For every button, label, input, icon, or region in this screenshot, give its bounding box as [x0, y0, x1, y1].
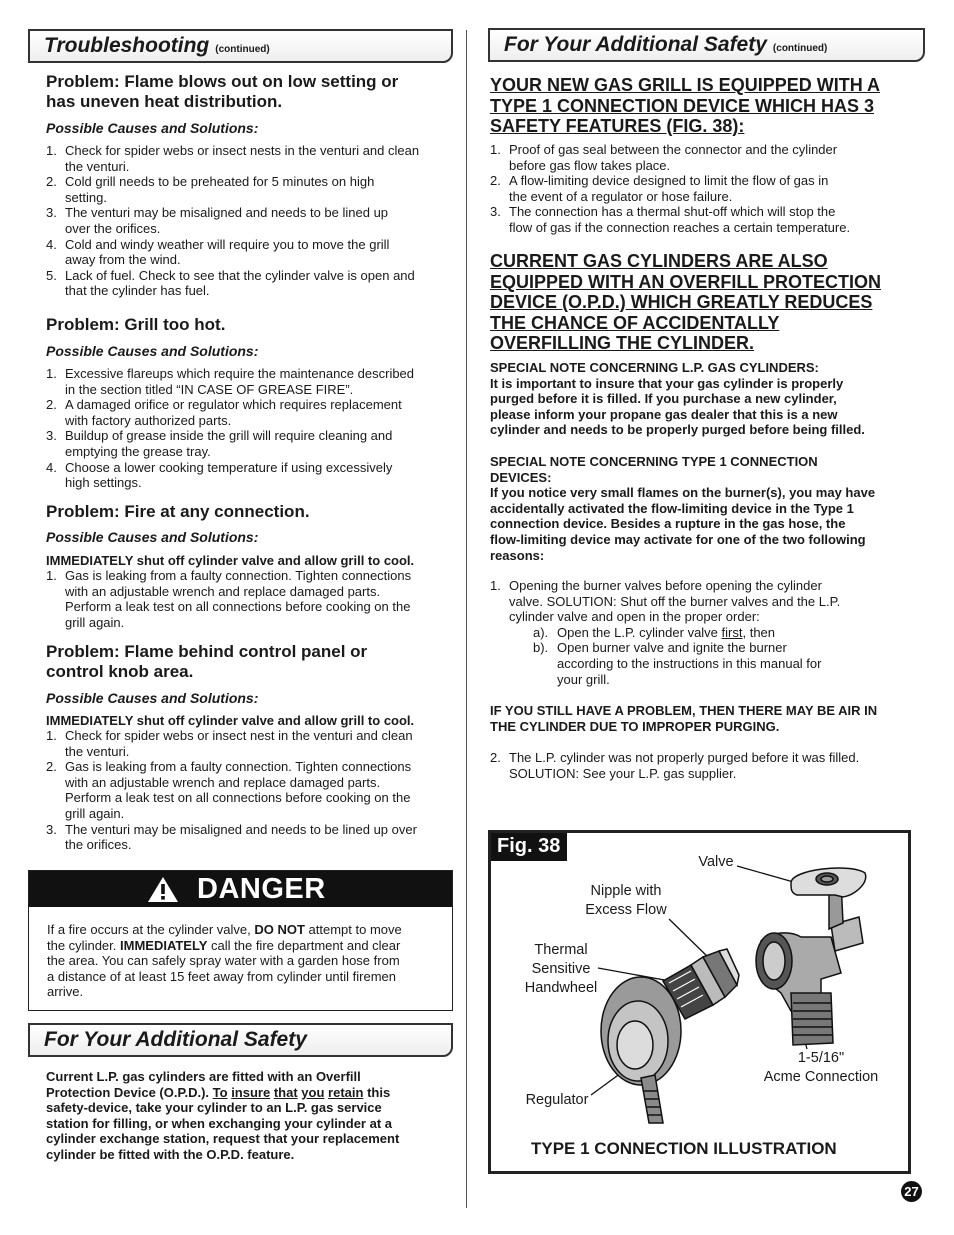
list-item: 1. Opening the burner valves before opening the cylinder valve. SOLUTION: Shut off the burner valves and the L.P. cylinder valve and open in the proper order: — [490, 578, 841, 625]
figure-38 — [488, 830, 911, 1174]
nipple-label: Nipple with Excess Flow — [585, 883, 667, 918]
list-item: 4. Cold and windy weather will require you to move the grill away from the wind. — [46, 236, 390, 268]
opd-heading: CURRENT GAS CYLINDERS ARE ALSO EQUIPPED WITH AN OVERFILL PROTECTION DEVICE (O.P.D.) WHICH GREATLY REDUCES THE CHANCE OF ACCIDENTALLY OVERFILLING THE CYLINDER. — [490, 251, 882, 353]
special-note-type1: SPECIAL NOTE CONCERNING TYPE 1 CONNECTION DEVICES: If you notice very small flames on the burner(s), you may have accidentally activated the flow-limiting device in the Type 1 connection device. Besides a rupture in the gas hose, the flow-limiting device may activate for one of the two following reasons: — [490, 454, 876, 563]
list-item: 3. The venturi may be misaligned and needs to be lined up over the orifices. — [46, 821, 417, 853]
additional-safety-continued-title: For Your Additional Safety — [504, 33, 767, 56]
problem2-causes-label: Possible Causes and Solutions: — [46, 343, 259, 359]
type1-list — [490, 142, 915, 236]
troubleshooting-title: Troubleshooting — [44, 34, 210, 57]
sub-item-a: a). Open the L.P. cylinder valve first, then — [533, 624, 776, 640]
figure-tag: Fig. 38 — [491, 833, 567, 861]
problem4-immediate: IMMEDIATELY shut off cylinder valve and allow grill to cool. — [46, 713, 415, 728]
list-item: 3. Buildup of grease inside the grill will require cleaning and emptying the grease tray. — [46, 428, 393, 459]
sub-item-b: b). Open burner valve and ignite the burner according to the instructions in this manual for your grill. — [533, 640, 822, 687]
list-item: 1. Check for spider webs or insect nest in the venturi and clean the venturi. — [46, 728, 413, 759]
continued-label: (continued) — [772, 43, 828, 54]
danger-title: DANGER — [197, 873, 326, 905]
column-divider — [466, 30, 467, 1208]
problem1-title: Problem: Flame blows out on low setting or has uneven heat distribution. — [46, 72, 399, 111]
problem2-title: Problem: Grill too hot. — [46, 315, 226, 334]
problem4-title: Problem: Flame behind control panel or control knob area. — [46, 642, 368, 681]
problem1-list — [46, 143, 456, 299]
valve-label: Valve — [698, 854, 734, 870]
additional-safety-title: For Your Additional Safety — [44, 1028, 307, 1051]
continued-label: (continued) — [215, 44, 270, 55]
type1-heading: YOUR NEW GAS GRILL IS EQUIPPED WITH A TYPE 1 CONNECTION DEVICE WHICH HAS 3 SAFETY FEATURES (FIG. 38): — [490, 75, 881, 136]
acme-connection-label: 1-5/16" Acme Connection — [763, 1050, 879, 1085]
list-item: 2. A flow-limiting device designed to limit the flow of gas in the event of a regulator or hose failure. — [490, 173, 829, 204]
list-item: 4. Choose a lower cooking temperature if using excessively high settings. — [46, 459, 393, 491]
reason2 — [490, 750, 915, 781]
problem3-immediate: IMMEDIATELY shut off cylinder valve and allow grill to cool. — [46, 553, 415, 568]
problem3-causes-label: Possible Causes and Solutions: — [46, 529, 259, 545]
problem2-list — [46, 366, 456, 491]
list-item: 1. Check for spider webs or insect nests in the venturi and clean the venturi. — [46, 143, 420, 174]
list-item: 2. Cold grill needs to be preheated for 5 minutes on high setting. — [46, 174, 375, 205]
list-item: 2. The L.P. cylinder was not properly purged before it was filled. SOLUTION: See your L.P. gas supplier. — [490, 750, 860, 781]
list-item: 2. Gas is leaking from a faulty connection. Tighten connections with an adjustable wrench and replace damaged parts. Perform a leak test on all connections before cooking on the grill again. — [46, 759, 412, 821]
reason1 — [490, 578, 915, 687]
list-item: 1. Gas is leaking from a faulty connection. Tighten connections with an adjustable wrench and replace damaged parts. Perform a leak test on all connections before cooking on the grill again. — [46, 568, 412, 630]
regulator-icon — [601, 977, 681, 1123]
cylinder-valve-icon — [756, 868, 866, 1045]
additional-safety-continued-header — [488, 28, 925, 62]
problem1-causes-label: Possible Causes and Solutions: — [46, 120, 259, 136]
page-number: 27 — [901, 1181, 922, 1202]
danger-banner — [29, 871, 452, 907]
figure-caption: TYPE 1 CONNECTION ILLUSTRATION — [531, 1139, 837, 1158]
warning-icon — [147, 876, 179, 903]
list-item: 1. Excessive flareups which require the maintenance described in the section titled “IN CASE OF GREASE FIRE”. — [46, 366, 415, 397]
problem3-list — [46, 568, 456, 630]
list-item: 3. The venturi may be misaligned and needs to be lined up over the orifices. — [46, 205, 389, 236]
problem3-title: Problem: Fire at any connection. — [46, 502, 310, 521]
problem4-list — [46, 728, 456, 853]
additional-safety-header — [28, 1023, 453, 1057]
list-item: 2. A damaged orifice or regulator which requires replacement with factory authorized parts. — [46, 397, 402, 428]
list-item: 3. The connection has a thermal shut-off which will stop the flow of gas if the connection reaches a certain temperature. — [490, 204, 851, 235]
list-item: 1. Proof of gas seal between the connector and the cylinder before gas flow takes place. — [490, 142, 838, 173]
regulator-label: Regulator — [525, 1092, 589, 1108]
list-item: 5. Lack of fuel. Check to see that the cylinder valve is open and that the cylinder has fuel. — [46, 267, 415, 299]
opd-paragraph: Current L.P. gas cylinders are fitted with an Overfill Protection Device (O.P.D.). To insure that you retain this safety-device, take your cylinder to an L.P. gas service station for filling, or when exchanging your cylinder at a cylinder exchange station, request that your replacement cylinder be fitted with the O.P.D. feature. — [46, 1069, 400, 1162]
troubleshooting-header — [28, 29, 453, 63]
type1-connection-illustration — [491, 833, 908, 1171]
handwheel-label: Thermal Sensitive Handwheel — [524, 942, 598, 996]
danger-text: If a fire occurs at the cylinder valve, DO NOT attempt to move the cylinder. IMMEDIATELY call the fire department and clear the area. You can safely spray water with a garden hose from a distance of at least 15 feet away from cylinder until firemen arrive. — [47, 922, 402, 1000]
problem4-causes-label: Possible Causes and Solutions: — [46, 690, 259, 706]
danger-box — [28, 870, 453, 1011]
special-note-lp-cylinders: SPECIAL NOTE CONCERNING L.P. GAS CYLINDERS: It is important to insure that your gas cylinder is properly purged before it is filled. If you purchase a new cylinder, please inform your propane gas dealer that this is a new cylinder and needs to be properly purged before being filled. — [490, 360, 865, 438]
air-purging-note: IF YOU STILL HAVE A PROBLEM, THEN THERE MAY BE AIR IN THE CYLINDER DUE TO IMPROPER PURGING. — [490, 703, 878, 734]
